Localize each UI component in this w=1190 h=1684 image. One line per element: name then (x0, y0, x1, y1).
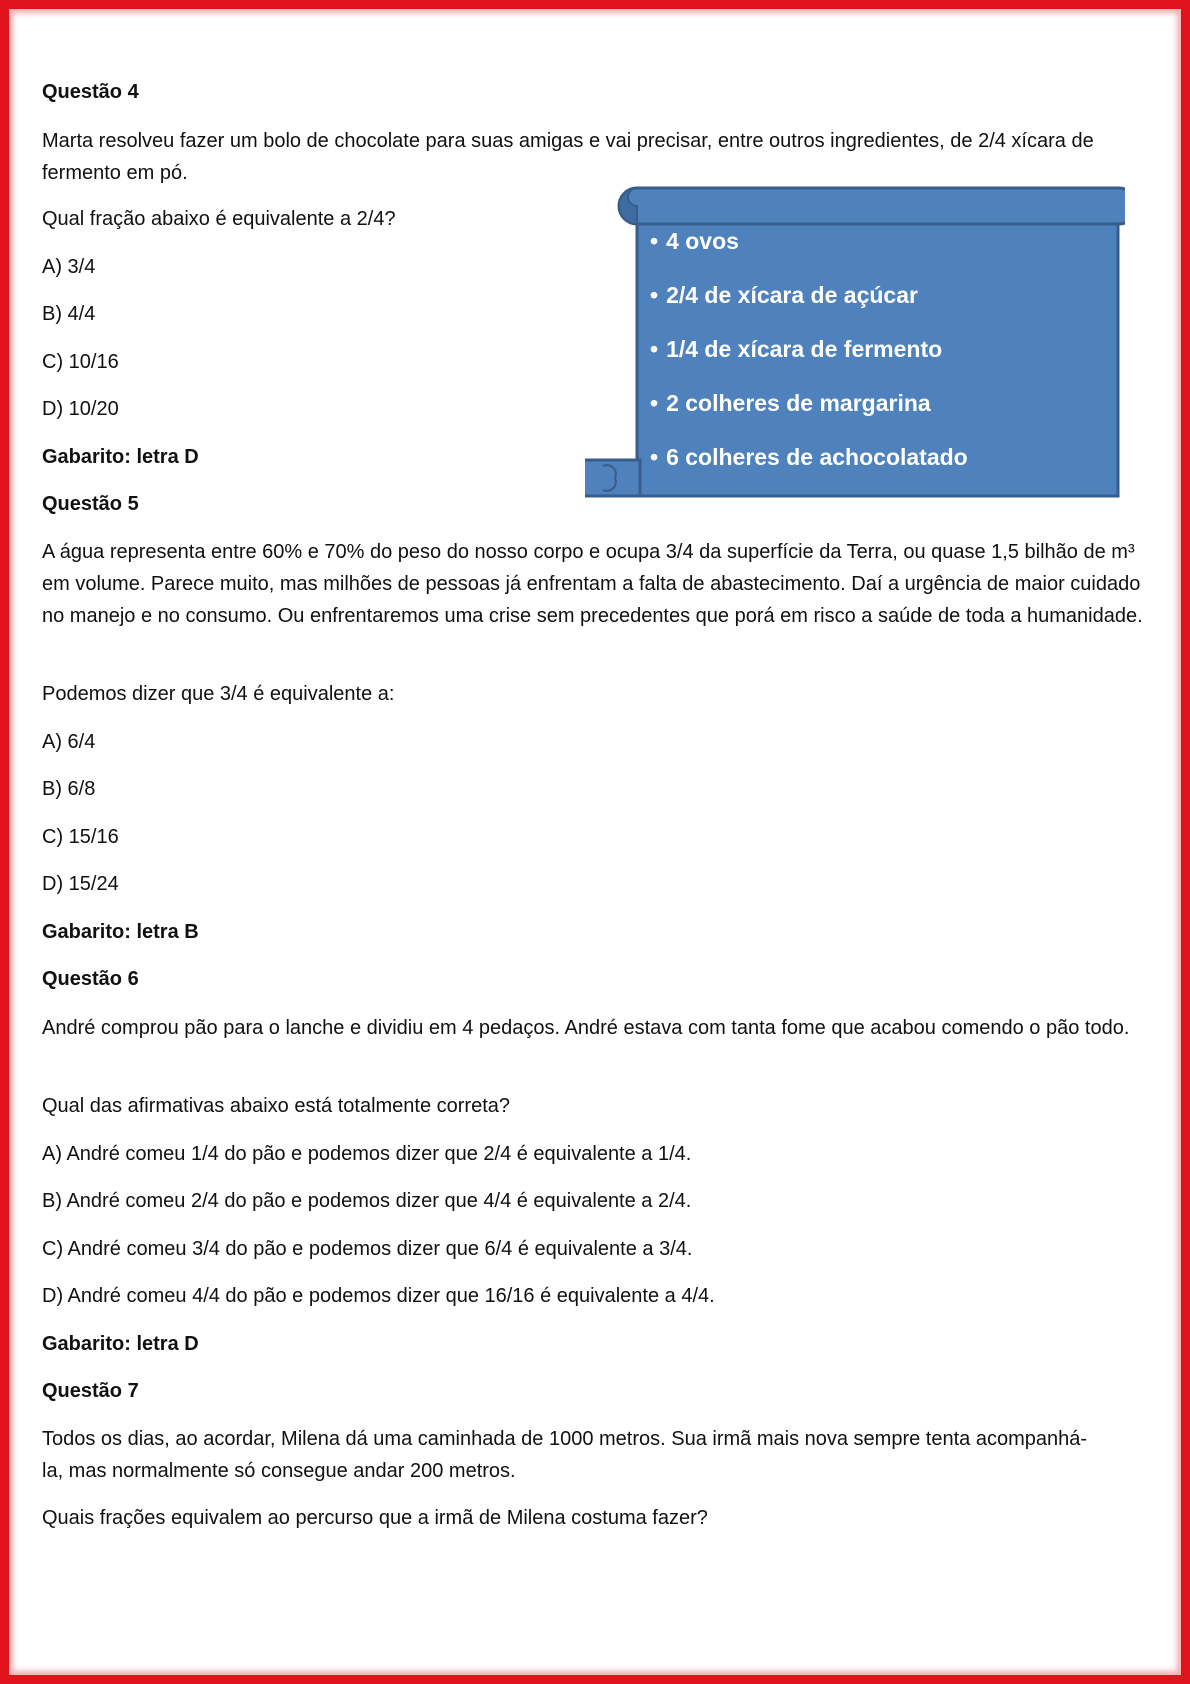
q6-option-c: C) André comeu 3/4 do pão e podemos dizer que 6/4 é equivalente a 3/4. (42, 1238, 693, 1260)
recipe-item (650, 388, 968, 442)
q6-option-a: A) André comeu 1/4 do pão e podemos dizer que 2/4 é equivalente a 1/4. (42, 1143, 692, 1165)
q5-option-c: C) 15/16 (42, 826, 119, 848)
q7-text: Todos os dias, ao acordar, Milena dá uma caminhada de 1000 metros. Sua irmã mais nova sempre tenta acompanhá-la, mas normalmente só consegue andar 200 metros. (42, 1428, 1088, 1482)
recipe-scroll (585, 186, 1125, 504)
q4-question: Qual fração abaixo é equivalente a 2/4? (42, 208, 396, 230)
q6-option-d: D) André comeu 4/4 do pão e podemos dizer que 16/16 é equivalente a 4/4. (42, 1285, 715, 1307)
q5-question: Podemos dizer que 3/4 é equivalente a: (42, 683, 395, 705)
q4-option-a: A) 3/4 (42, 256, 96, 278)
recipe-item (650, 226, 968, 280)
recipe-item-text: 2/4 de xícara de açúcar (666, 282, 918, 308)
q5-option-b: B) 6/8 (42, 778, 96, 800)
q5-title: Questão 5 (42, 493, 139, 515)
recipe-item-text: 4 ovos (666, 228, 739, 254)
q6-question: Qual das afirmativas abaixo está totalmente correta? (42, 1095, 511, 1117)
bullet-icon: • (650, 228, 659, 254)
q6-answer: Gabarito: letra D (42, 1333, 199, 1355)
recipe-item (650, 442, 968, 496)
q7-question: Quais frações equivalem ao percurso que a irmã de Milena costuma fazer? (42, 1507, 708, 1529)
recipe-item-text: 2 colheres de margarina (666, 390, 931, 416)
recipe-item (650, 334, 968, 388)
bullet-icon: • (650, 444, 659, 470)
q5-answer: Gabarito: letra B (42, 921, 199, 943)
q6-title: Questão 6 (42, 968, 139, 990)
bullet-icon: • (650, 390, 659, 416)
q4-title: Questão 4 (42, 81, 139, 103)
q4-option-d: D) 10/20 (42, 398, 119, 420)
recipe-list (650, 226, 968, 496)
bullet-icon: • (650, 282, 659, 308)
q4-answer: Gabarito: letra D (42, 446, 199, 468)
q5-option-a: A) 6/4 (42, 731, 96, 753)
q4-text: Marta resolveu fazer um bolo de chocolate para suas amigas e vai precisar, entre outros ingredientes, de 2/4 xícara de fermento em pó. (42, 130, 1094, 184)
recipe-item (650, 280, 968, 334)
recipe-item-text: 6 colheres de achocolatado (666, 444, 968, 470)
q4-option-c: C) 10/16 (42, 351, 119, 373)
q7-title: Questão 7 (42, 1380, 139, 1402)
q5-text: A água representa entre 60% e 70% do peso do nosso corpo e ocupa 3/4 da superfície da Terra, ou quase 1,5 bilhão de m³ em volume. Parece muito, mas milhões de pessoas já enfrentam a falta de abastecimento. Daí a urgência de maior cuidado no manejo e no consumo. Ou enfrentaremos uma crise sem precedentes que porá em risco a saúde de toda a humanidade. (42, 541, 1143, 627)
q6-text: André comprou pão para o lanche e dividiu em 4 pedaços. André estava com tanta fome que acabou comendo o pão todo. (42, 1017, 1130, 1039)
q6-option-b: B) André comeu 2/4 do pão e podemos dizer que 4/4 é equivalente a 2/4. (42, 1190, 692, 1212)
q4-option-b: B) 4/4 (42, 303, 96, 325)
recipe-item-text: 1/4 de xícara de fermento (666, 336, 943, 362)
bullet-icon: • (650, 336, 659, 362)
q5-option-d: D) 15/24 (42, 873, 119, 895)
